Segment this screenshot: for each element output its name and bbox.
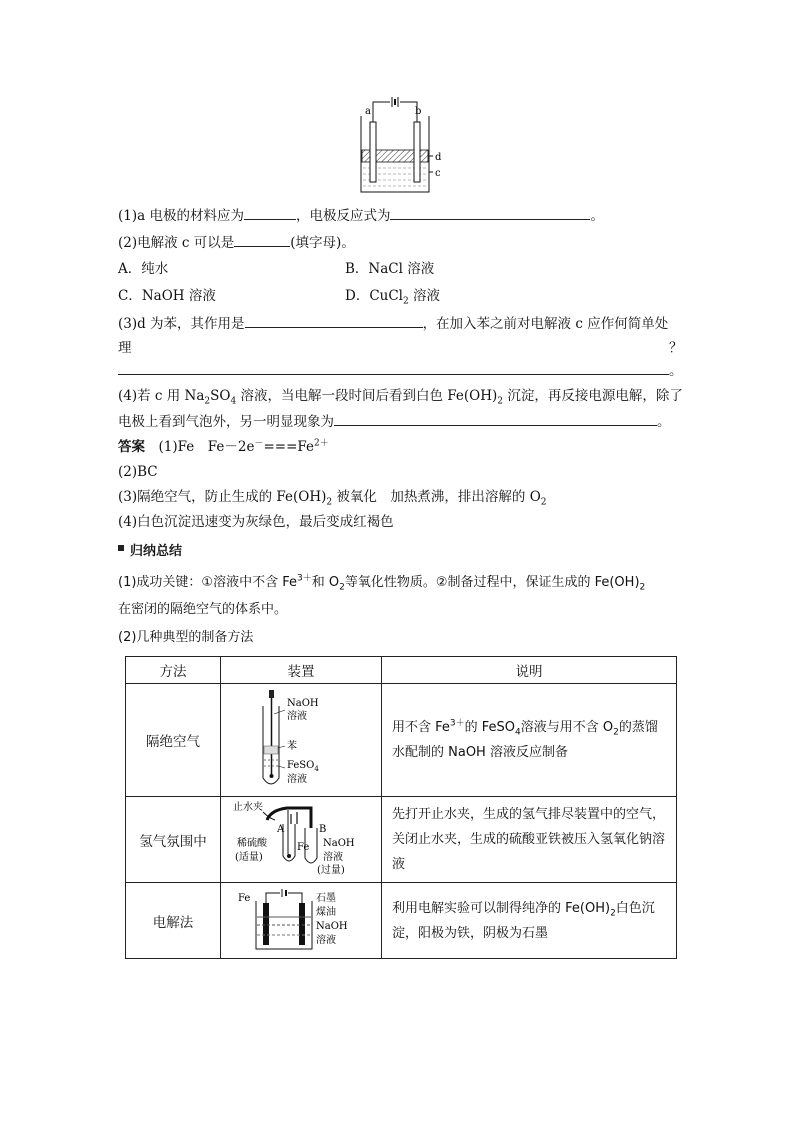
option-a: A．纯水 (118, 261, 169, 277)
svg-text:NaOH: NaOH (323, 837, 355, 849)
svg-text:溶液: 溶液 (316, 934, 336, 946)
method-cell: 电解法 (126, 883, 221, 959)
svg-text:FeSO4: FeSO$_4$ (287, 760, 319, 773)
header-apparatus: 装置 (221, 657, 382, 684)
answer-4: (4)白色沉淀迅速变为灰绿色，最后变成红褐色 (118, 514, 394, 530)
svg-text:B: B (319, 823, 327, 835)
answer-1: 答案 (1)Fe $Fe-2e^-===Fe^{2+}$ (118, 438, 329, 455)
svg-text:溶液: 溶液 (287, 774, 307, 785)
electrolysis-method-figure (236, 885, 366, 953)
svg-text:(适量): (适量) (235, 851, 263, 863)
question-3: (3)d 为苯，其作用是 ，在加入苯之前对电解液 c 应作何简单处 (118, 313, 668, 334)
description-cell: 用不含 $Fe^{3+}$的 FeSO$_4$溶液与用不含 $O_2$的蒸馏水配制的 NaOH 溶液反应制备 (382, 684, 677, 797)
question-1: (1)a 电极的材料应为 ，电极反应式为 。 (118, 205, 604, 226)
svg-text:c: c (435, 168, 441, 179)
electrolysis-apparatus-figure (355, 92, 445, 198)
question-3-blank: 。 (118, 360, 683, 381)
svg-text:A: A (277, 823, 285, 835)
description-cell: 先打开止水夹，生成的氢气排尽装置中的空气，关闭止水夹，生成的硫酸亚铁被压入氢氧化钠溶液 (382, 797, 677, 883)
preparation-methods-table (125, 656, 677, 959)
test-tube-apparatus-figure (241, 686, 361, 790)
summary-p1: (1)成功关键：①溶液中不含 $Fe^{3+}$和 $O_2$等氧化性物质。②制备过程中，保证生成的 $Fe(OH)_2$ (118, 573, 646, 593)
summary-heading: 归纳总结 (118, 540, 684, 558)
answer-3: (3)隔绝空气，防止生成的 $Fe(OH)_2$ 被氧化 加热煮沸，排出溶解的 $O_2$ (118, 489, 547, 508)
option-d: D．CuCl$_2$ 溶液 (345, 288, 441, 307)
svg-text:止水夹: 止水夹 (233, 801, 263, 813)
svg-text:Fe: Fe (238, 892, 251, 904)
question-2: (2)电解液 c 可以是 (填字母)。 (118, 232, 355, 253)
svg-text:稀硫酸: 稀硫酸 (237, 837, 267, 849)
svg-text:NaOH: NaOH (287, 698, 319, 709)
method-cell: 隔绝空气 (126, 684, 221, 797)
option-c: C．NaOH 溶液 (118, 288, 216, 304)
summary-p2: (2)几种典型的制备方法 (118, 630, 254, 645)
svg-text:石墨: 石墨 (316, 892, 336, 904)
question-3-mark: ？ (669, 340, 683, 356)
method-cell: 氢气氛围中 (126, 797, 221, 883)
question-4-cont: 电极上看到气泡外，另一明显现象为 。 (118, 411, 671, 432)
question-4: (4)若 c 用 $Na_2SO_4$ 溶液，当电解一段时间后看到白色 $Fe(OH)_2$ 沉淀，再反接电源电解，除了 (118, 388, 683, 407)
svg-text:(过量): (过量) (317, 864, 345, 876)
description-cell: 利用电解实验可以制得纯净的 $Fe(OH)_2$白色沉淀，阳极为铁，阴极为石墨 (382, 883, 677, 959)
svg-text:煤油: 煤油 (316, 906, 336, 918)
hydrogen-apparatus-figure (231, 798, 371, 878)
square-bullet-icon (118, 545, 124, 551)
svg-text:溶液: 溶液 (323, 851, 343, 863)
header-method: 方法 (126, 657, 221, 684)
question-3-cont: 理 (118, 340, 132, 356)
svg-text:a: a (365, 106, 371, 117)
svg-text:d: d (435, 152, 442, 163)
svg-text:Fe: Fe (297, 841, 310, 853)
header-description: 说明 (382, 657, 677, 684)
svg-text:溶液: 溶液 (287, 711, 307, 722)
option-b: B．NaCl 溶液 (345, 261, 435, 277)
summary-p1-cont: 在密闭的隔绝空气的体系中。 (118, 602, 288, 617)
answer-2: (2)BC (118, 464, 158, 480)
svg-text:NaOH: NaOH (316, 920, 348, 932)
svg-text:b: b (415, 106, 422, 117)
svg-text:苯: 苯 (287, 741, 297, 752)
